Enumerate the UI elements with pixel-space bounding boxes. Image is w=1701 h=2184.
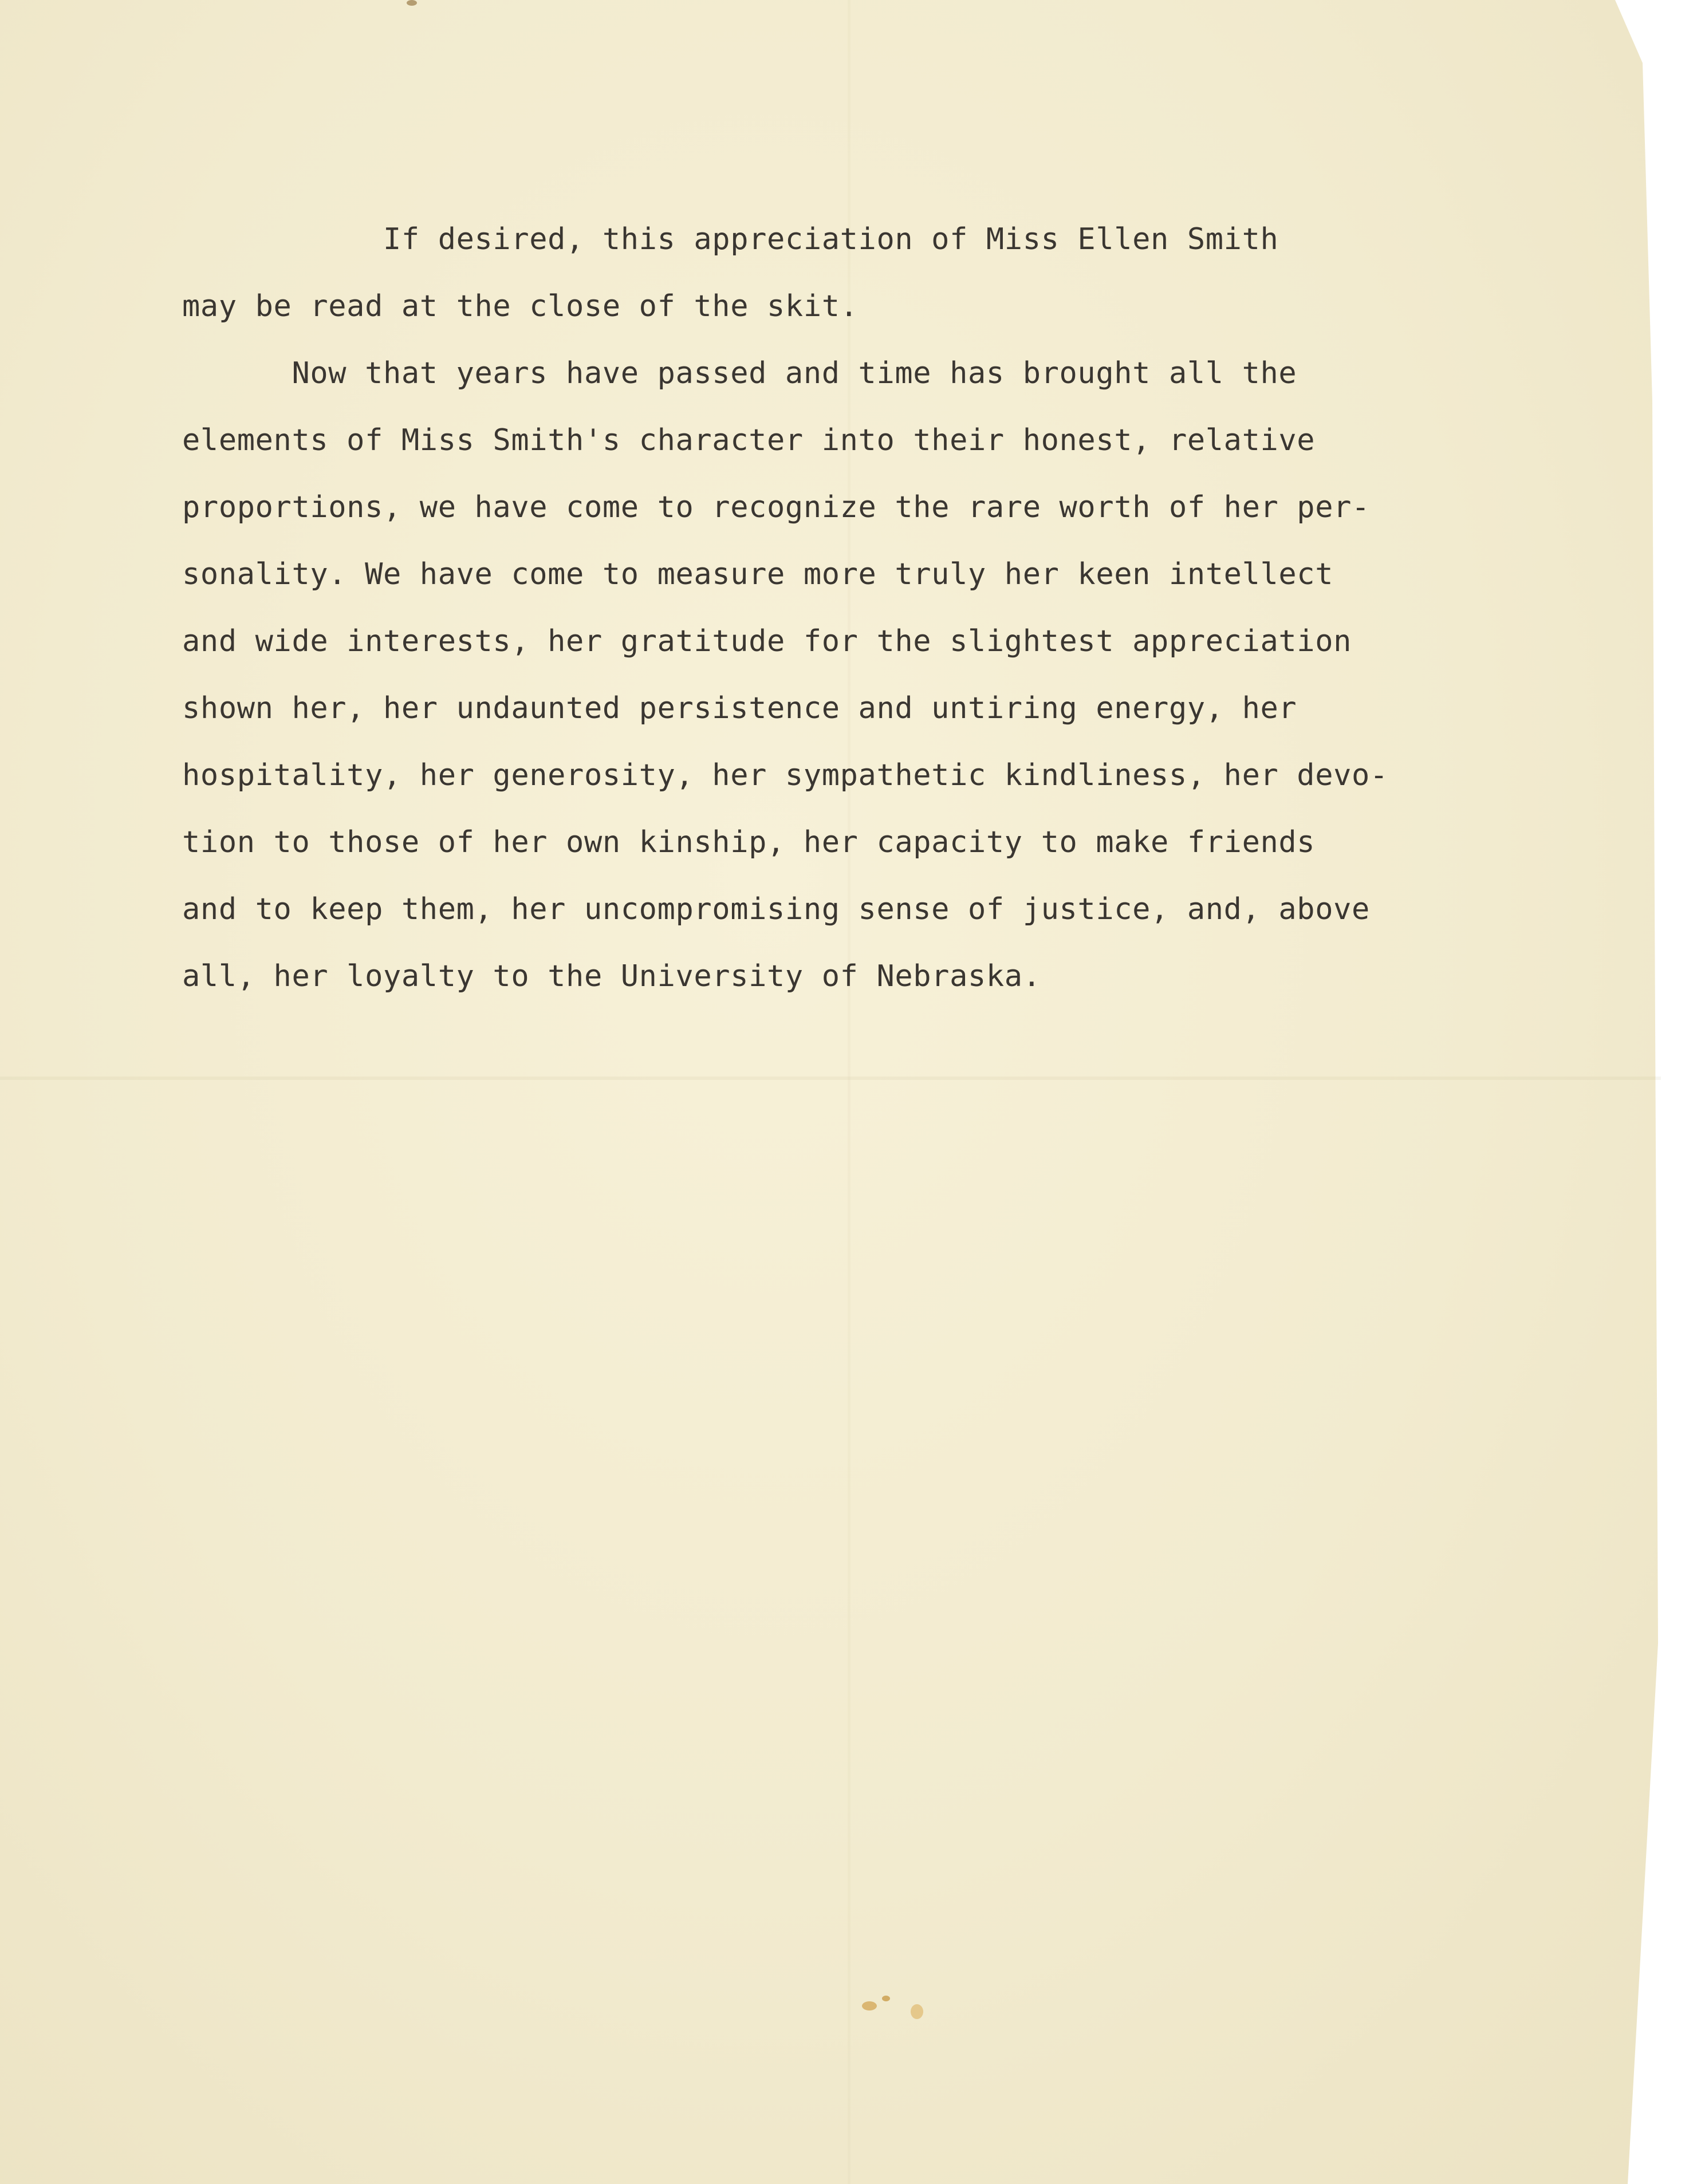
text-line: hospitality, her generosity, her sympathetic kindliness, her devo- [182, 758, 1388, 793]
text-line: sonality. We have come to measure more truly her keen intellect [182, 557, 1334, 592]
text-line: and wide interests, her gratitude for the slightest appreciation [182, 624, 1352, 659]
text-line: tion to those of her own kinship, her capacity to make friends [182, 825, 1316, 860]
paper-stain [407, 0, 417, 6]
text-line: all, her loyalty to the University of Nebraska. [182, 959, 1041, 994]
paper-fold [0, 1077, 1661, 1080]
text-line: shown her, her undaunted persistence and untiring energy, her [182, 691, 1297, 726]
text-line: Now that years have passed and time has brought all the [182, 356, 1297, 391]
text-line: proportions, we have come to recognize the rare worth of her per- [182, 490, 1370, 525]
text-line: If desired, this appreciation of Miss Ellen Smith [182, 222, 1279, 257]
text-line: may be read at the close of the skit. [182, 289, 859, 324]
text-line: and to keep them, her uncompromising sense of justice, and, above [182, 892, 1370, 927]
paper-stain [882, 1996, 890, 2001]
typed-text-block [182, 206, 1534, 1010]
text-line: elements of Miss Smith's character into their honest, relative [182, 423, 1316, 458]
paper-stain [911, 2004, 923, 2019]
paper-stain [862, 2001, 877, 2010]
